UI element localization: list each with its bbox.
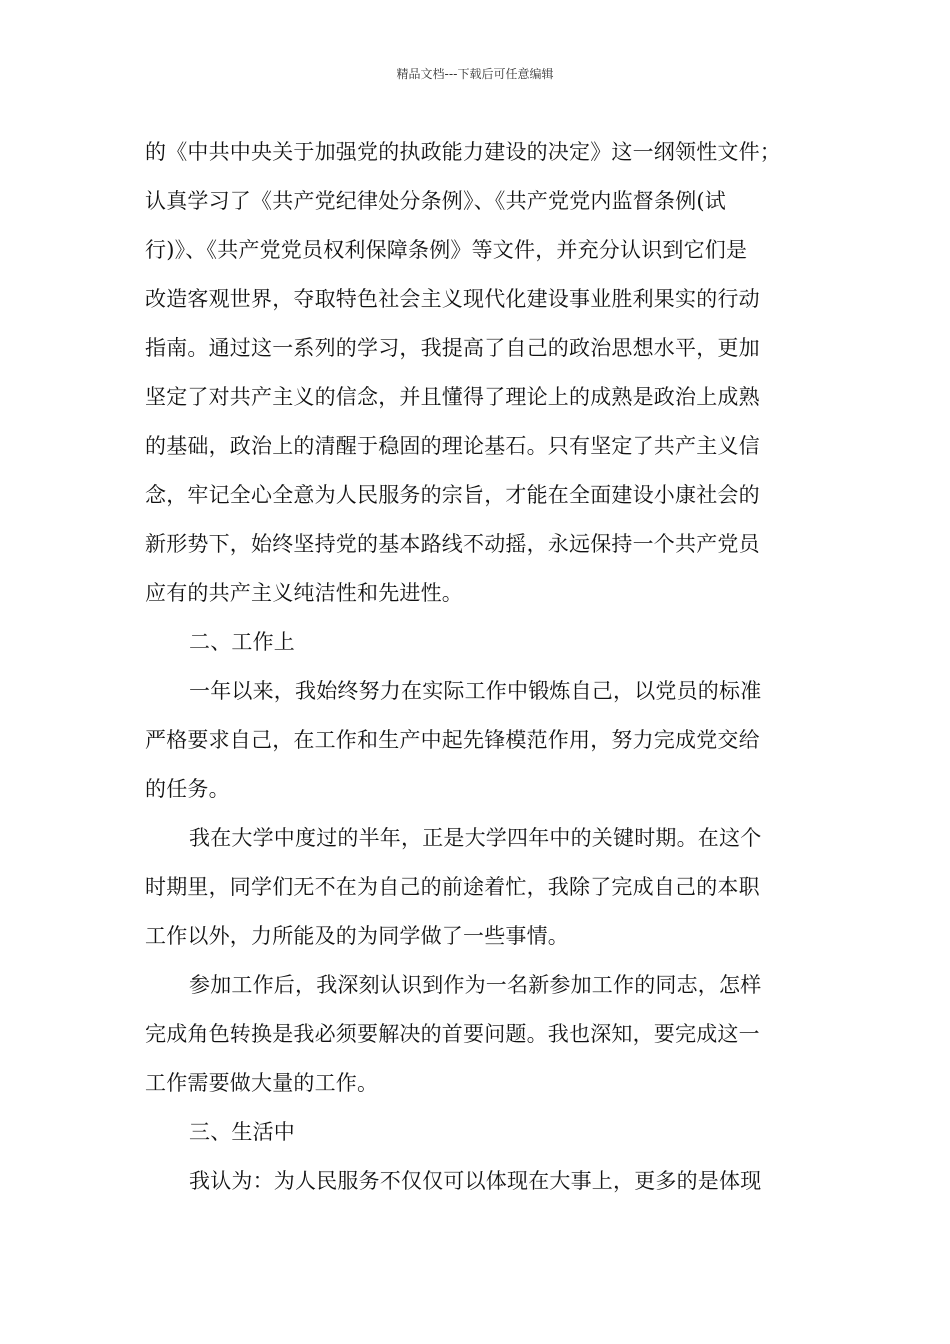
text-line: 严格要求自己，在工作和生产中起先锋模范作用，努力完成党交给 (145, 728, 760, 752)
text-line: 念，牢记全心全意为人民服务的宗旨，才能在全面建设小康社会的 (145, 483, 760, 507)
text-line: 改造客观世界，夺取特色社会主义现代化建设事业胜利果实的行动 (145, 287, 760, 311)
text-line: 的任务。 (145, 777, 230, 801)
text-line: 我认为：为人民服务不仅仅可以体现在大事上，更多的是体现 (189, 1169, 762, 1193)
section-heading: 二、工作上 (189, 630, 295, 654)
text-line: 我在大学中度过的半年，正是大学四年中的关键时期。在这个 (189, 826, 762, 850)
text-line: 新形势下，始终坚持党的基本路线不动摇，永远保持一个共产党员 (145, 532, 760, 556)
text-line: 指南。通过这一系列的学习，我提高了自己的政治思想水平，更加 (145, 336, 760, 360)
text-line: 坚定了对共产主义的信念，并且懂得了理论上的成熟是政治上成熟 (145, 385, 760, 409)
text-line: 工作以外，力所能及的为同学做了一些事情。 (145, 924, 569, 948)
text-line: 的基础，政治上的清醒于稳固的理论基石。只有坚定了共产主义信 (145, 434, 760, 458)
section-heading: 三、生活中 (189, 1120, 295, 1144)
text-line: 时期里，同学们无不在为自己的前途着忙，我除了完成自己的本职 (145, 875, 760, 899)
document-body (145, 128, 807, 1206)
text-line: 行)》、《共产党党员权利保障条例》等文件，并充分认识到它们是 (145, 238, 748, 262)
text-line: 认真学习了《共产党纪律处分条例》、《共产党党内监督条例(试 (145, 189, 726, 213)
text-line: 一年以来，我始终努力在实际工作中锻炼自己，以党员的标准 (189, 679, 762, 703)
text-line: 完成角色转换是我必须要解决的首要问题。我也深知，要完成这一 (145, 1022, 760, 1046)
page-header: 精品文档---下载后可任意编辑 (396, 67, 554, 81)
text-line: 工作需要做大量的工作。 (145, 1071, 379, 1095)
text-line: 参加工作后，我深刻认识到作为一名新参加工作的同志，怎样 (189, 973, 762, 997)
text-line: 应有的共产主义纯洁性和先进性。 (145, 581, 463, 605)
text-line: 的《中共中央关于加强党的执政能力建设的决定》这一纲领性文件； (145, 140, 781, 164)
